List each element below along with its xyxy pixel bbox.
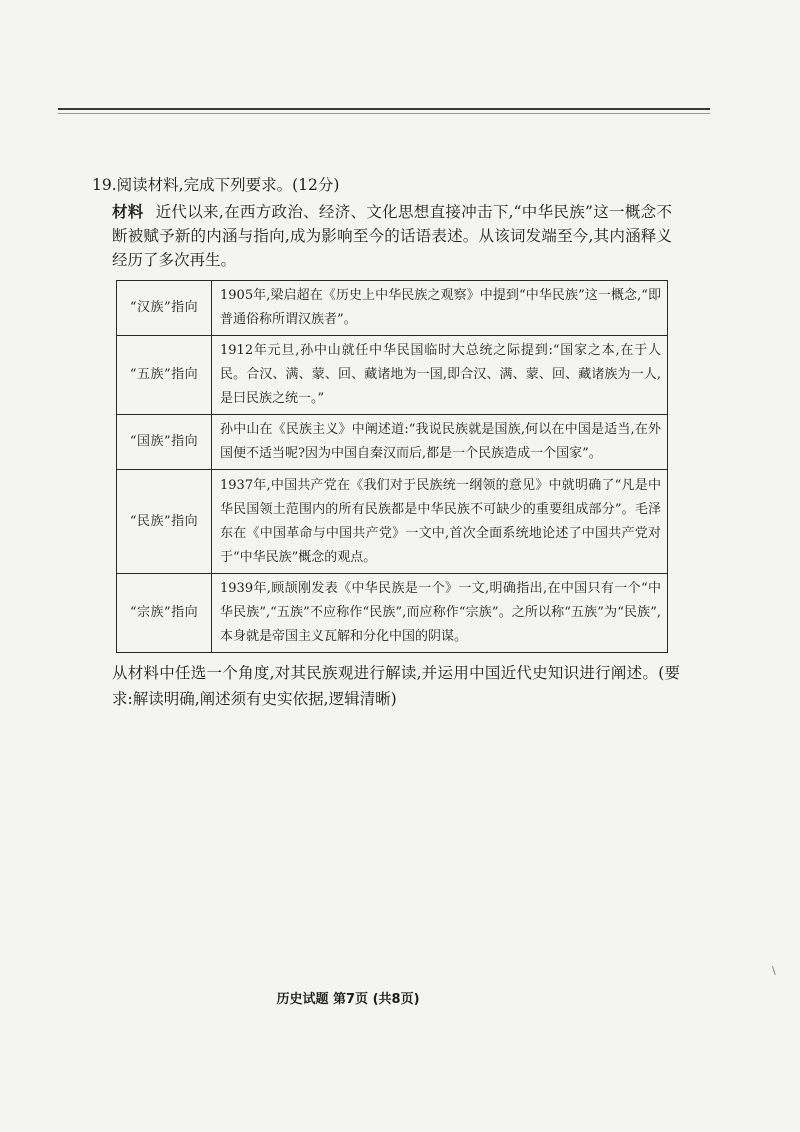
row-key: “汉族”指向 (117, 281, 212, 336)
material-paragraph (112, 200, 672, 272)
requirement-text: 从材料中任选一个角度,对其民族观进行解读,并运用中国近代史知识进行阐述。(要求:解读明确,阐述须有史实依据,逻辑清晰) (112, 664, 680, 708)
row-key: “民族”指向 (117, 470, 212, 574)
table-row (117, 470, 668, 574)
page-footer: 历史试题 第7页 (共8页) (276, 992, 420, 1007)
table-row (117, 415, 668, 470)
row-key: “五族”指向 (117, 336, 212, 415)
question-header: 19.阅读材料,完成下列要求。(12分) (92, 176, 340, 194)
row-text: 1905年,梁启超在《历史上中华民族之观察》中提到“中华民族”这一概念,“即普通俗称所谓汉族者”。 (212, 281, 668, 336)
header-rule-thin (58, 113, 710, 114)
row-key: “宗族”指向 (117, 574, 212, 653)
material-label: 材料 (112, 202, 144, 221)
table-row (117, 336, 668, 415)
row-key: “国族”指向 (117, 415, 212, 470)
material-text: 近代以来,在西方政治、经济、文化思想直接冲击下,“中华民族”这一概念不断被赋予新的内涵与指向,成为影响至今的话语表述。从该词发端至今,其内涵释义经历了多次再生。 (112, 203, 672, 269)
scan-mark: \ (772, 964, 776, 977)
table-row (117, 281, 668, 336)
row-text: 1912年元旦,孙中山就任中华民国临时大总统之际提到:“国家之本,在于人民。合汉、满、蒙、回、藏诸地为一国,即合汉、满、蒙、回、藏诸族为一人,是曰民族之统一。” (212, 336, 668, 415)
header-rule (58, 108, 710, 110)
row-text: 孙中山在《民族主义》中阐述道:“我说民族就是国族,何以在中国是适当,在外国便不适当呢?因为中国自秦汉而后,都是一个民族造成一个国家”。 (212, 415, 668, 470)
row-text: 1937年,中国共产党在《我们对于民族统一纲领的意见》中就明确了“凡是中华民国领土范围内的所有民族都是中华民族不可缺少的重要组成部分”。毛泽东在《中国革命与中国共产党》一文中,首次全面系统地论述了中国共产党对于“中华民族”概念的观点。 (212, 470, 668, 574)
table-row (117, 574, 668, 653)
material-table (116, 280, 668, 653)
row-text: 1939年,顾颉刚发表《中华民族是一个》一文,明确指出,在中国只有一个“中华民族”,“五族”不应称作“民族”,而应称作“宗族”。之所以称“五族”为“民族”,本身就是帝国主义瓦解和分化中国的阴谋。 (212, 574, 668, 653)
